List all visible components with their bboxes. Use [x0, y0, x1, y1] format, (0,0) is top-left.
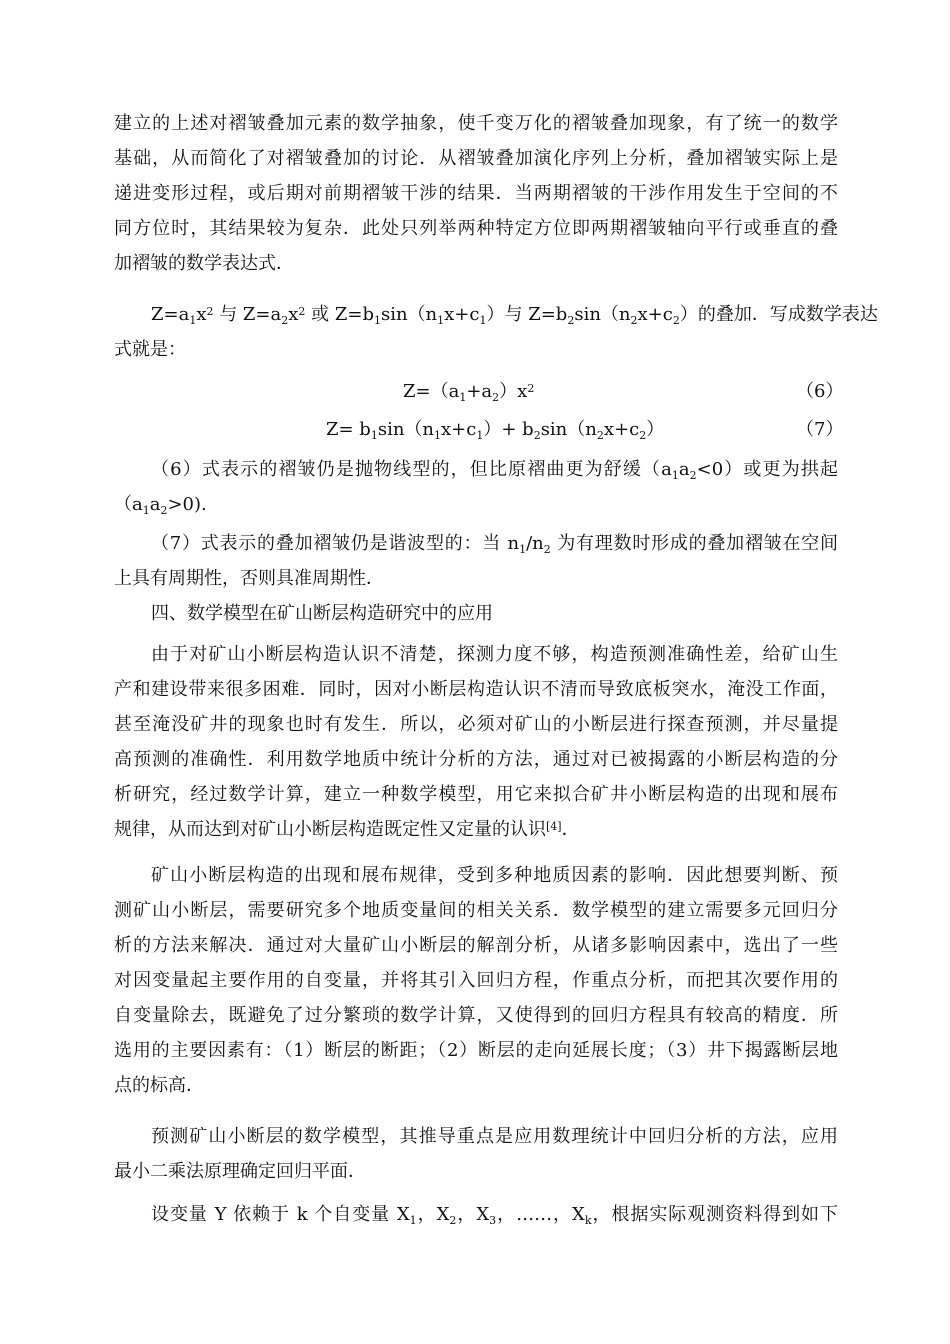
paragraph-2-line-1: $Z=a_1x^2$ 与 $Z=a_2x^2$ 或 $Z=b_1\sin(n_1x+c_1)$与 $Z=b_2\sin(n_2x+c_2)$的叠加．写成数学表达 [151, 304, 878, 327]
paragraph-4-line-1: （7）式表示的叠加褶皱仍是谐波型的：当 $n_1/n_2$ 为有理数时形成的叠加褶皱在空间 [151, 533, 838, 556]
paragraph-5-line-4: 高预测的准确性．利用数学地质中统计分析的方法，通过对已被揭露的小断层构造的分 [114, 749, 838, 770]
citation-reference: [4] [546, 820, 562, 833]
paragraph-8-line-1: 设变量 Y 依赖于 k 个自变量 $X_1$，$X_2$，$X_3$，……，$X_k$，根据实际观测资料得到如下 [151, 1204, 838, 1227]
paragraph-5-line-2: 产和建设带来很多困难．同时，因对小断层构造认识不清而导致底板突水，淹没工作面， [114, 679, 838, 700]
paragraph-6-line-3: 析的方法来解决．通过对大量矿山小断层的解剖分析，从诸多影响因素中，选出了一些 [114, 935, 838, 956]
section-heading: 四、数学模型在矿山断层构造研究中的应用 [151, 603, 493, 624]
paragraph-6-line-6: 选用的主要因素有：（1）断层的断距；（2）断层的走向延展长度；（3）井下揭露断层地 [114, 1040, 838, 1061]
paragraph-6-line-1: 矿山小断层构造的出现和展布规律，受到多种地质因素的影响．因此想要判断、预 [151, 865, 838, 886]
paragraph-1-line-1: 建立的上述对褶皱叠加元素的数学抽象，使千变万化的褶皱叠加现象，有了统一的数学 [114, 113, 838, 134]
paragraph-5-line-3: 甚至淹没矿井的现象也时有发生．所以，必须对矿山的小断层进行探查预测，并尽量提 [114, 714, 838, 735]
equation-7: $Z= b_1\sin(n_1x+c_1)+ b_2\sin(n_2x+c_2)$ [326, 419, 665, 442]
paragraph-6-line-4: 对因变量起主要作用的自变量，并将其引入回归方程，作重点分析，而把其次要作用的 [114, 970, 838, 991]
paragraph-4-line-2: 上具有周期性，否则具准周期性． [114, 568, 384, 589]
paragraph-1-line-5: 加褶皱的数学表达式． [114, 253, 294, 274]
paragraph-5-line-6: 规律，从而达到对矿山小断层构造既定性又定量的认识[4]． [114, 819, 580, 840]
paragraph-1-line-4: 同方位时，其结果较为复杂．此处只列举两种特定方位即两期褶皱轴向平行或垂直的叠 [114, 218, 838, 239]
paragraph-6-line-7: 点的标高． [114, 1075, 204, 1096]
paragraph-7-line-1: 预测矿山小断层的数学模型，其推导重点是应用数理统计中回归分析的方法，应用 [151, 1126, 838, 1147]
paragraph-1-line-3: 递进变形过程，或后期对前期褶皱干涉的结果．当两期褶皱的干涉作用发生于空间的不 [114, 183, 838, 204]
paragraph-1-line-2: 基础，从而简化了对褶皱叠加的讨论．从褶皱叠加演化序列上分析，叠加褶皱实际上是 [114, 148, 838, 169]
paragraph-3-line-2: $(a_1a_2>0)$. [114, 494, 207, 517]
paragraph-6-line-5: 自变量除去，既避免了过分繁琐的数学计算，又使得到的回归方程具有较高的精度．所 [114, 1005, 838, 1026]
paragraph-5-line-5: 析研究，经过数学计算，建立一种数学模型，用它来拟合矿井小断层构造的出现和展布 [114, 784, 838, 805]
paragraph-2-line-2: 式就是： [114, 339, 186, 360]
paragraph-5-line-1: 由于对矿山小断层构造认识不清楚，探测力度不够，构造预测准确性差，给矿山生 [151, 644, 838, 665]
equation-7-number: （7） [796, 419, 844, 440]
paragraph-6-line-2: 测矿山小断层，需要研究多个地质变量间的相关关系．数学模型的建立需要多元回归分 [114, 900, 838, 921]
equation-6-number: （6） [796, 381, 844, 402]
paragraph-7-line-2: 最小二乘法原理确定回归平面． [114, 1161, 366, 1182]
equation-6: $Z=(a_1+a_2)x^2$ [403, 381, 535, 404]
paragraph-3-line-1: （6）式表示的褶皱仍是抛物线型的，但比原褶曲更为舒缓$(a_1a_2<0)$或更为拱起 [151, 459, 838, 482]
